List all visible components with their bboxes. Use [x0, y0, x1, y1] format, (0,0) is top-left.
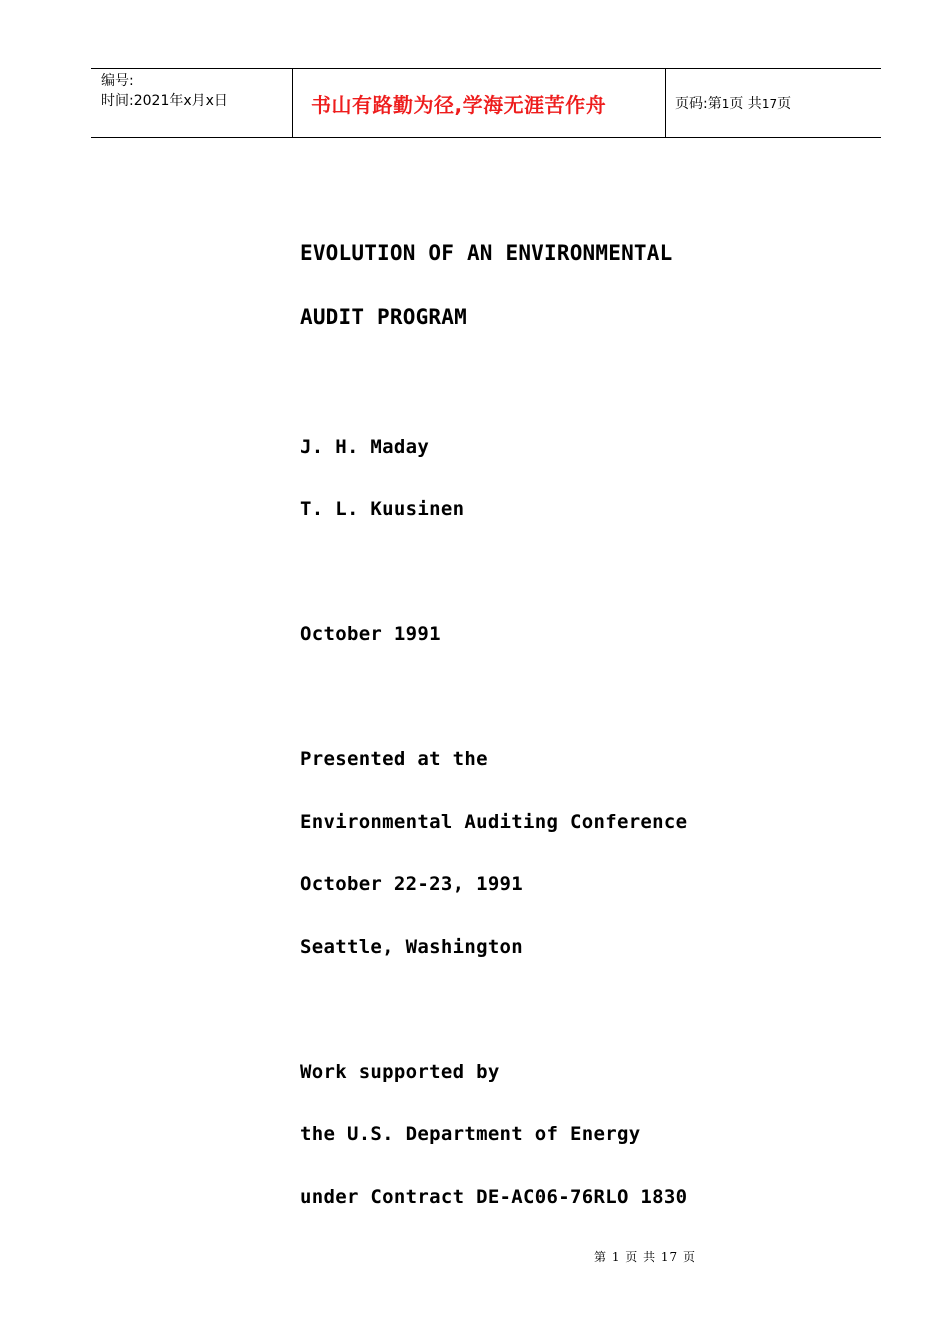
header-page-mid: 页 共: [729, 96, 762, 112]
support-line-1: Work supported by: [300, 1061, 500, 1083]
document-time-label: 时间:2021年x月x日: [101, 93, 228, 109]
header-page-total: 17: [761, 97, 778, 111]
presented-line-1: Presented at the: [300, 748, 488, 770]
document-title-line-2: AUDIT PROGRAM: [300, 305, 467, 329]
header-divider: [292, 69, 293, 137]
presented-line-4: Seattle, Washington: [300, 936, 524, 958]
support-line-2: the U.S. Department of Energy: [300, 1123, 641, 1145]
author-1: J. H. Maday: [300, 436, 430, 458]
header-page-current: 1: [721, 97, 730, 111]
header-divider: [665, 69, 666, 137]
header-meta: [101, 71, 228, 111]
header-page-indicator: [675, 93, 791, 113]
document-title-line-1: EVOLUTION OF AN ENVIRONMENTAL: [300, 241, 673, 265]
author-2: T. L. Kuusinen: [300, 498, 465, 520]
header-page-prefix: 页码:第: [675, 96, 722, 112]
document-date: October 1991: [300, 623, 441, 645]
header-page-suffix: 页: [777, 96, 792, 112]
document-number-label: 编号:: [101, 73, 134, 89]
presented-line-3: October 22-23, 1991: [300, 873, 524, 895]
support-line-3: under Contract DE-AC06-76RLO 1830: [300, 1186, 688, 1208]
page-footer: 第 1 页 共 17 页: [594, 1250, 696, 1264]
header-motto: 书山有路勤为径,学海无涯苦作舟: [311, 93, 607, 117]
page-header: [91, 68, 881, 138]
presented-line-2: Environmental Auditing Conference: [300, 811, 688, 833]
